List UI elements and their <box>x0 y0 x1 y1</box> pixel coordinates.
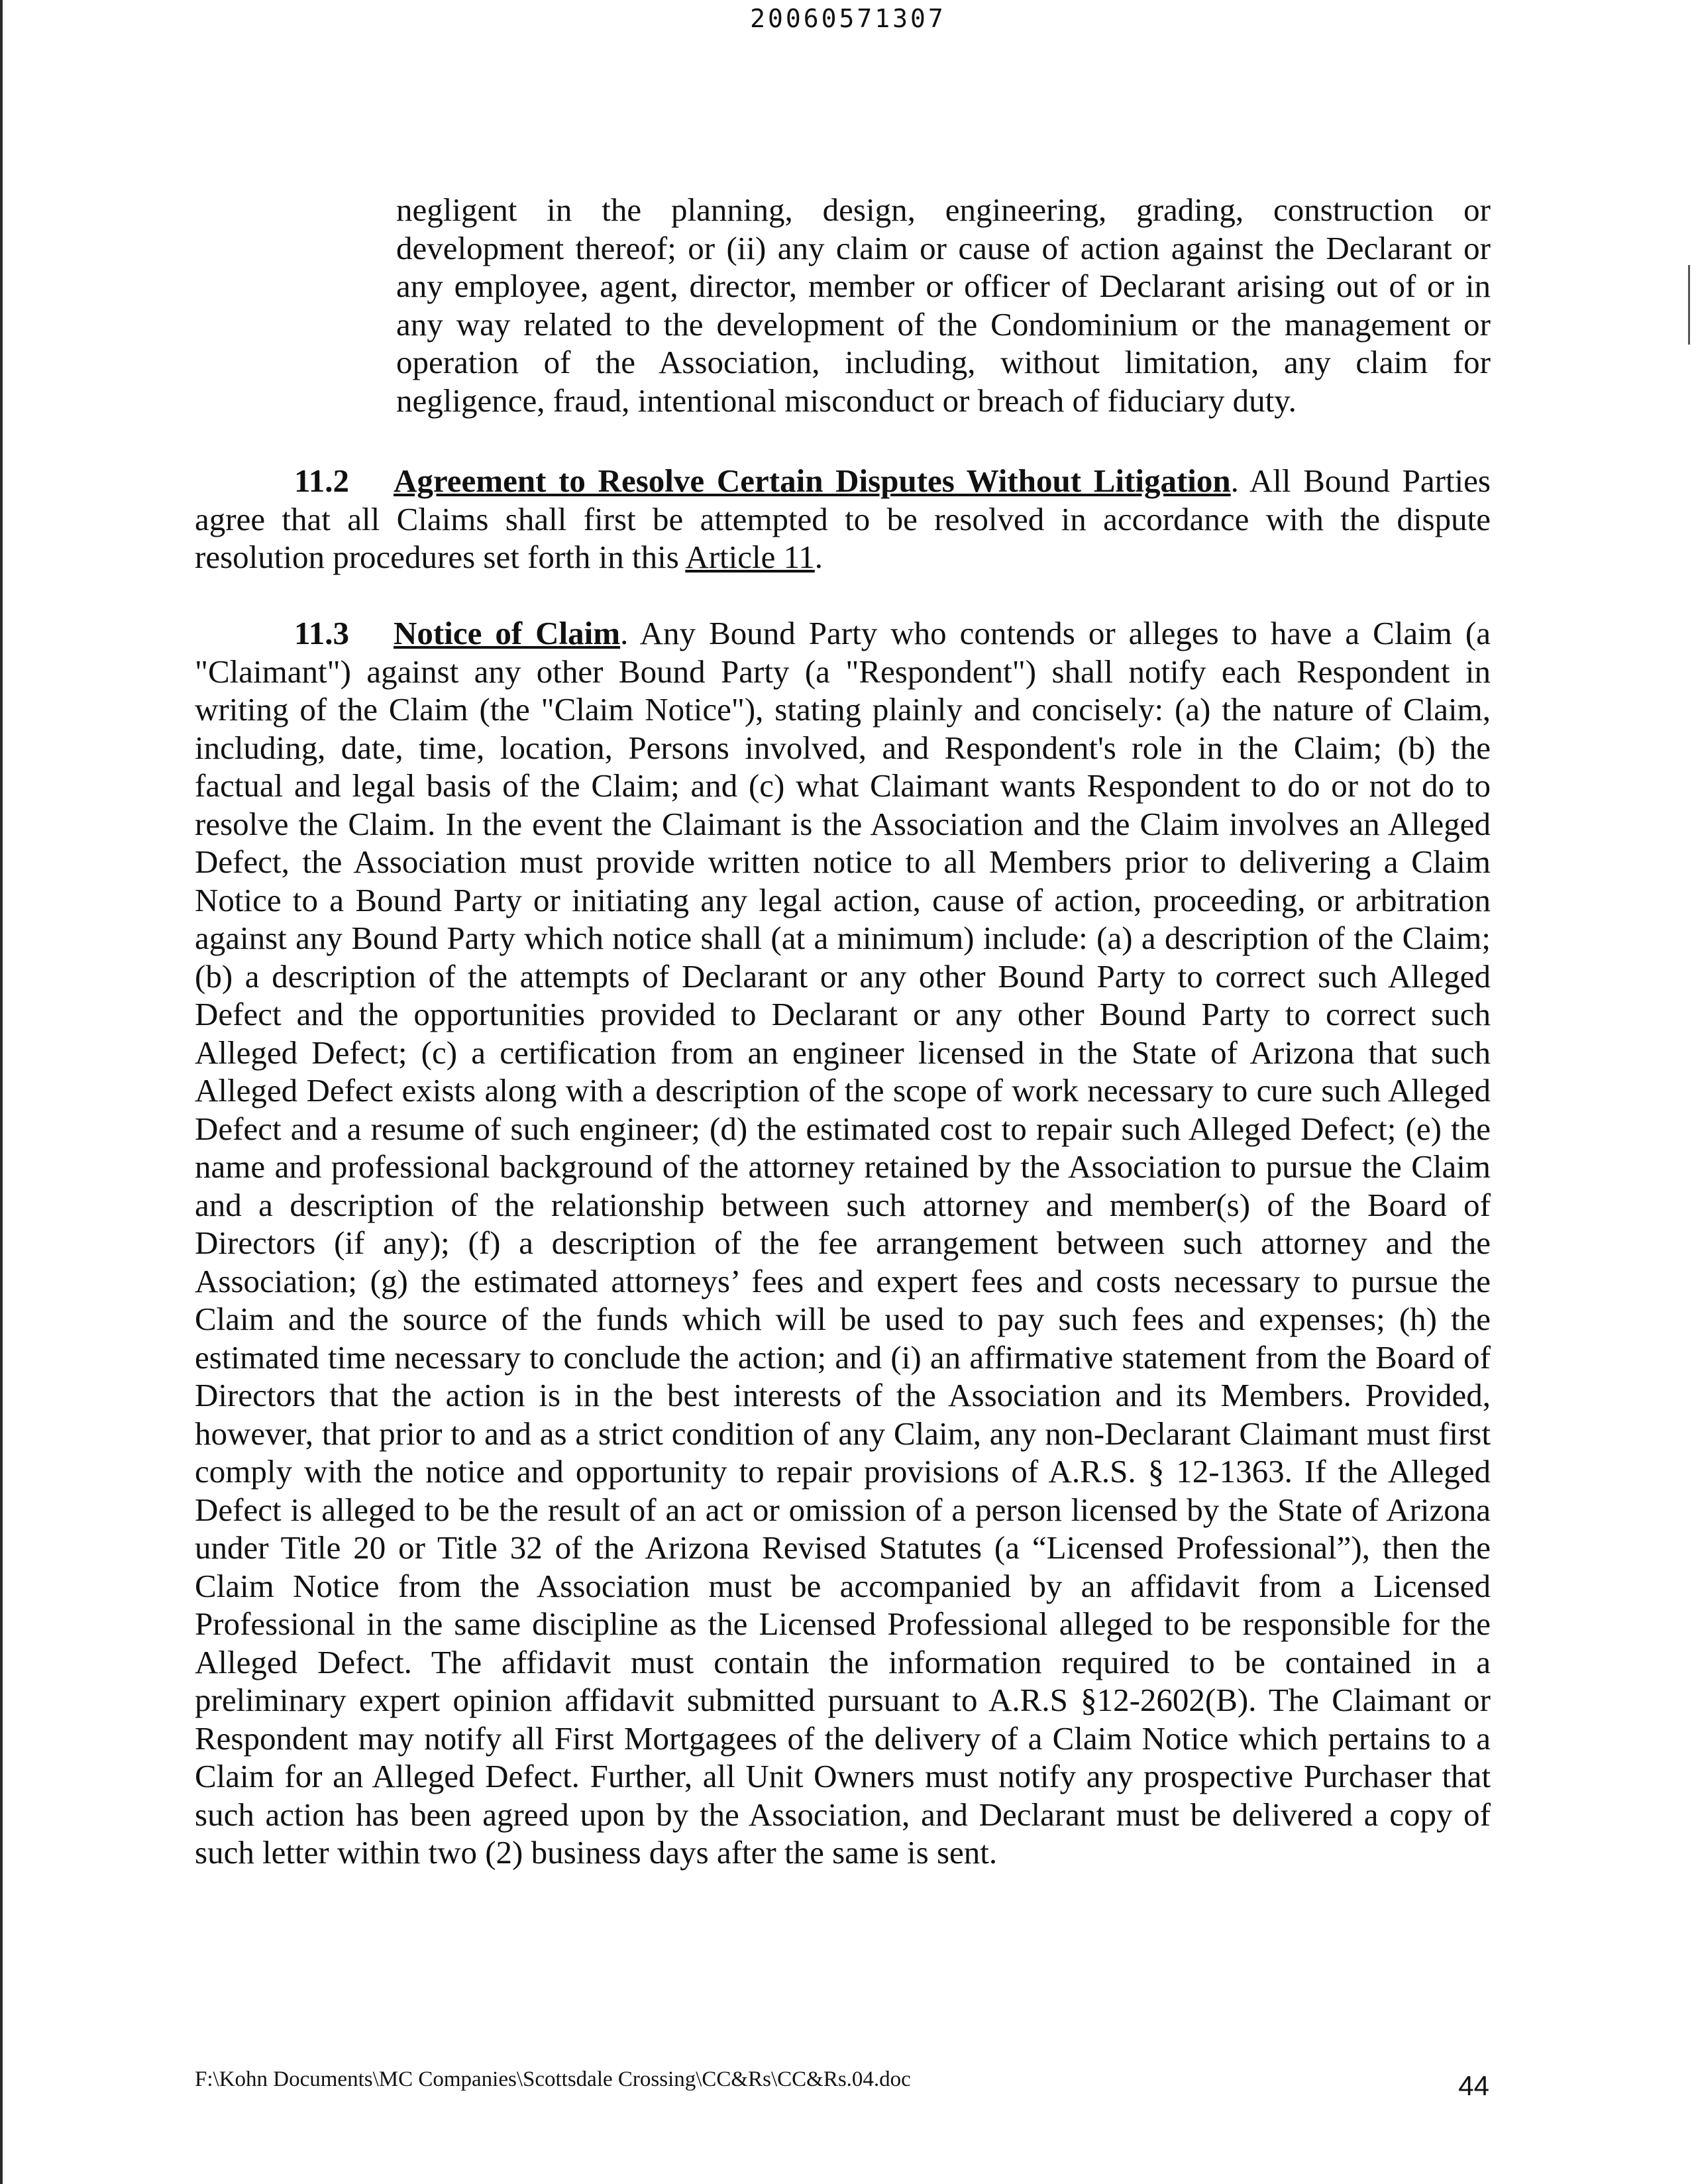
section-title: Notice of Claim <box>394 615 621 651</box>
section-title-suffix: . <box>1230 463 1239 499</box>
section-body: All Bound Parties agree that all Claims shall first be attempted to be resolved in accordance with the dispute resolution procedures set forth in this <box>195 463 1491 575</box>
section-body-end: . <box>814 539 823 575</box>
section-body: Any Bound Party who contends or alleges to have a Claim (a "Claimant") against any other Bound Party (a "Respondent") shall notify each Respondent in writing of the Claim (the "Claim Notice"), stating plainly and concisely: (a) the nature of Claim, including, date, time, location, Persons involved, and Respondent's role in the Claim; (b) the factual and legal basis of the Claim; and (c) what Claimant wants Respondent to do or not do to resolve the Claim. In the event the Claimant is the Association and the Claim involves an Alleged Defect, the Association must provide written notice to all Members prior to delivering a Claim Notice to a Bound Party or initiating any legal action, cause of action, proceeding, or arbitration against any Bound Party which notice shall (at a minimum) include: (a) a description of the Claim; (b) a description of the attempts of Declarant or any other Bound Party to correct such Alleged Defect and the opportunities provided to Declarant or any other Bound Party to correct such Alleged Defect; (c) a certification from an engineer licensed in the State of Arizona that such Alleged Defect exists along with a description of the scope of work necessary to cure such Alleged Defect and a resume of such engineer; (d) the estimated cost to repair such Alleged Defect; (e) the name and professional background of the attorney retained by the Association to pursue the Claim and a description of the relationship between such attorney and member(s) of the Board of Directors (if any); (f) a description of the fee arrangement between such attorney and the Association; (g) the estimated attorneys’ fees and expert fees and costs necessary to pursue the Claim and the source of the funds which will be used to pay such fees and expenses; (h) the estimated time necessary to conclude the action; and (i) an affirmative statement from the Board of Directors that the action is in the best interests of the Association and its Members. Provided, however, that prior to and as a strict condition of any Claim, any non-Declarant Claimant must first comply with the notice and opportunity to repair provisions of A.R.S. § 12-1363. If the Alleged Defect is alleged to be the result of an act or omission of a person licensed by the State of Arizona under Title 20 or Title 32 of the Arizona Revised Statutes (a “Licensed Professional”), then the Claim Notice from the Association must be accompanied by an affidavit from a Licensed Professional in the same discipline as the Licensed Professional alleged to be responsible for the Alleged Defect. The affidavit must contain the information required to be contained in a preliminary expert opinion affidavit submitted pursuant to A.R.S §12-2602(B). The Claimant or Respondent may notify all First Mortgagees of the delivery of a Claim Notice which pertains to a Claim for an Alleged Defect. Further, all Unit Owners must notify any prospective Purchaser that such action has been agreed upon by the Association, and Declarant must be delivered a copy of such letter within two (2) business days after the same is sent. <box>195 615 1491 1871</box>
footer-file-path: F:\Kohn Documents\MC Companies\Scottsdale Crossing\CC&Rs\CC&Rs.04.doc <box>195 2067 911 2091</box>
continuation-paragraph: negligent in the planning, design, engineering, grading, construction or development thereof; or (ii) any claim or cause of action against the Declarant or any employee, agent, director, member or officer of Declarant arising out of or in any way related to the development of the Condominium or the management or operation of the Association, including, without limitation, any claim for negligence, fraud, intentional misconduct or breach of fiduciary duty. <box>396 191 1491 419</box>
scan-right-mark <box>1688 265 1690 345</box>
scan-left-edge <box>0 0 3 2184</box>
article-reference: Article 11 <box>685 539 815 575</box>
page-number: 44 <box>1458 2070 1489 2101</box>
section-11-2-paragraph <box>195 462 1491 576</box>
section-number: 11.3 <box>294 615 350 651</box>
section-title: Agreement to Resolve Certain Disputes Without Litigation <box>394 463 1231 499</box>
section-number: 11.2 <box>294 463 350 499</box>
section-title-suffix: . <box>620 615 629 651</box>
section-11-3-paragraph <box>195 614 1491 1872</box>
document-number: 20060571307 <box>750 4 946 33</box>
